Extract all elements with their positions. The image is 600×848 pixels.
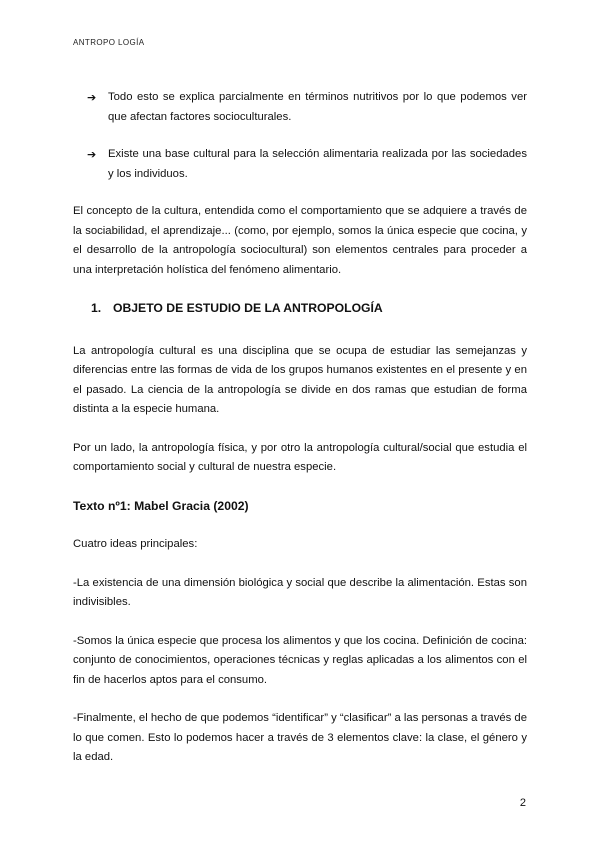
bullet-item — [73, 88, 527, 127]
subsection-heading: Texto nº1: Mabel Gracia (2002) — [73, 498, 249, 513]
paragraph-idea-2: -Somos la única especie que procesa los alimentos y que los cocina. Definición de cocina: conjunto de conocimientos, operaciones técnicas y reglas aplicadas a los alimentos con el fin de hacerlos aptos para el consumo. — [73, 634, 527, 686]
paragraph-four-ideas: Cuatro ideas principales: — [73, 538, 198, 550]
section-number: 1. — [91, 301, 102, 315]
arrow-right-icon: ➔ — [87, 91, 97, 104]
page-body — [73, 88, 527, 787]
bullet-item — [73, 145, 527, 184]
paragraph-idea-1: -La existencia de una dimensión biológica y social que describe la alimentación. Estas son indivisibles. — [73, 576, 527, 608]
bullet-text: Existe una base cultural para la selección alimentaria realizada por las sociedades y los individuos. — [108, 148, 527, 180]
section-title: OBJETO DE ESTUDIO DE LA ANTROPOLOGÍA — [113, 301, 383, 315]
arrow-right-icon: ➔ — [87, 148, 97, 161]
paragraph-culture-concept: El concepto de la cultura, entendida como el comportamiento que se adquiere a través de la sociabilidad, el aprendizaje... (como, por ejemplo, somos la única especie que cocina, y el desarrollo de la antropología sociocultural) son elementos centrales para proceder a una interpretación holística del fenómeno alimentario. — [73, 205, 527, 276]
paragraph-branches: Por un lado, la antropología física, y por otro la antropología cultural/social que estudia el comportamiento social y cultural de nuestra especie. — [73, 441, 527, 473]
bullet-text: Todo esto se explica parcialmente en términos nutritivos por lo que podemos ver que afectan factores socioculturales. — [108, 91, 527, 123]
paragraph-cultural-anthropology: La antropología cultural es una disciplina que se ocupa de estudiar las semejanzas y diferencias entre las formas de vida de los grupos humanos existentes en el presente y en el pasado. La ciencia de la antropología se divide en dos ramas que estudian de forma distinta a la especie humana. — [73, 344, 527, 415]
paragraph-idea-3: -Finalmente, el hecho de que podemos “identificar” y “clasificar” a las personas a través de lo que comen. Esto lo podemos hacer a través de 3 elementos clave: la clase, el género y la edad. — [73, 712, 527, 763]
page-number: 2 — [519, 797, 526, 809]
section-heading — [91, 299, 527, 319]
running-header: ANTROPO LOGÍA — [73, 38, 145, 47]
